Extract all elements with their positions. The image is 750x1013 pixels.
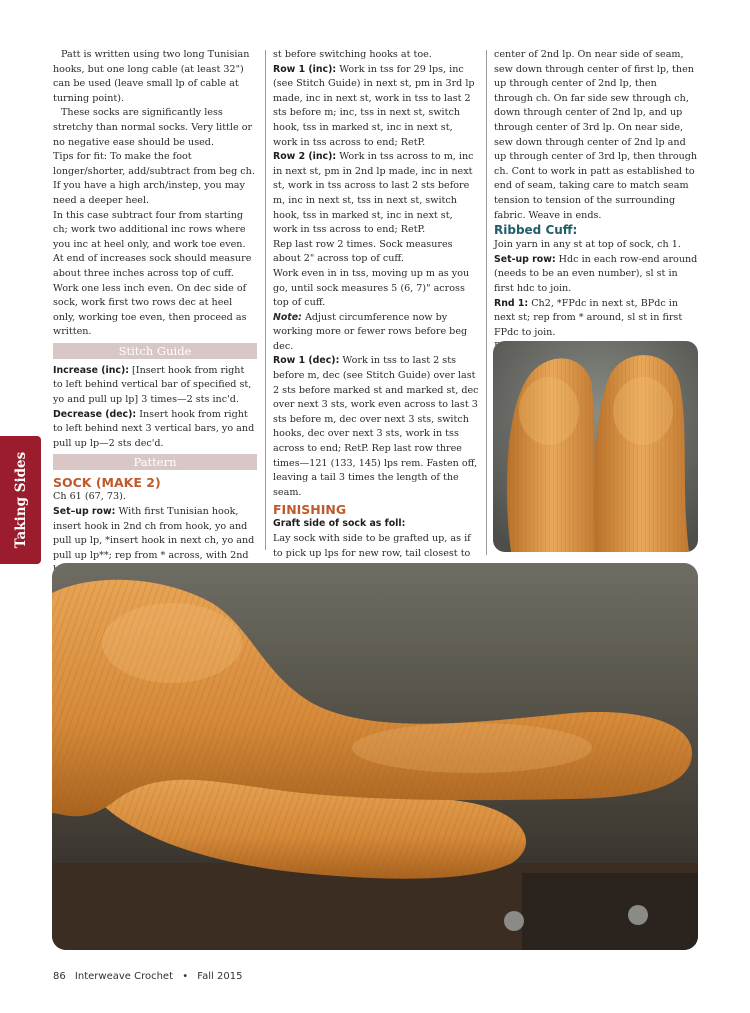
graft-label: Graft side of sock as foll: — [273, 518, 406, 530]
column-3 — [494, 48, 698, 369]
row1-dec-text: Work in tss to last 2 sts before m, dec (see Stitch Guide) over last 2 sts before marked st and marked st, dec over next 3 sts, work even across to last 3 sts before m, dec over next 3 sts, switch hooks, dec over next 3 sts, work in tss across to end; RetP. Rep last row three times—121 (133, 145) lps rem. Fasten off, leaving a tail 3 times the length of the seam. — [273, 355, 479, 498]
continued-text: st before switching hooks at toe. — [273, 49, 432, 60]
chain-line: Ch 61 (67, 73). — [53, 491, 126, 503]
column-1 — [53, 48, 257, 622]
cuff-intro: Join yarn in any st at top of sock, ch 1. — [494, 239, 681, 251]
row1-dec-instruction — [273, 354, 479, 500]
increase-text: [Insert hook from right to left behind vertical bar of specified st, yo and pull up lp] 3 times—2 sts inc'd. — [53, 364, 252, 406]
footer-bullet: • — [182, 971, 189, 982]
note-text: Adjust circumference now by working more or fewer rows before beg dec. — [273, 311, 468, 352]
section-tab-label: Taking Sides — [12, 451, 29, 549]
issue-date: Fall 2015 — [197, 971, 243, 982]
cuff-setup-instruction — [494, 253, 698, 297]
ribbed-cuff-heading: Ribbed Cuff: — [494, 223, 578, 238]
repeat-text: Rep last row 2 times. Sock measures about 2" across top of cuff. — [273, 238, 453, 265]
column-2 — [273, 48, 479, 634]
rnd1-label: Rnd 1: — [494, 297, 529, 309]
note-instruction — [273, 311, 479, 355]
tips-paragraph-2: In this case subtract four from starting ch; work two additional inc rows where you inc at heel only, and work toe even. At end of increases sock should measure about three inches across top of cuff. Work one less inch even. On dec side of sock, work first two rows dec at heel only, working toe even, then proceed as written. — [53, 209, 252, 338]
column-rule — [486, 50, 487, 555]
decrease-text: Insert hook from right to left behind next 3 vertical bars, yo and pull up lp—2 sts dec'd. — [53, 408, 255, 449]
ease-paragraph: These socks are significantly less stretchy than normal socks. Very little or no negative ease should be used. — [53, 107, 253, 148]
increase-label: Increase (inc): — [53, 364, 129, 376]
crossed-socks-photo — [52, 563, 698, 950]
pattern-banner: Pattern — [53, 454, 257, 470]
decrease-instruction — [53, 408, 257, 452]
graft-text: Lay sock with side to be grafted up, as if to pick up lps for new row, tail closest to — [273, 533, 471, 559]
section-tab — [0, 436, 41, 564]
row2-inc-label: Row 2 (inc): — [273, 151, 337, 163]
rnd1-instruction — [494, 297, 698, 341]
rnd1-text: Ch2, *FPdc in next st, BPdc in next st; rep from * around, sl st in first FPdc to join. — [494, 297, 683, 338]
sock-heading: SOCK (MAKE 2) — [53, 475, 161, 491]
increase-instruction — [53, 364, 257, 408]
row2-inc-text: Work in tss across to m, inc in next st, pm in 2nd lp made, inc in next st, work in tss across to last 2 sts before m, inc in next st, tss in next st, switch hook, tss in marked st, inc in next st, work in tss across to end; RetP. — [273, 151, 474, 236]
finishing-heading: FINISHING — [273, 502, 347, 518]
sock-soles-photo — [493, 341, 698, 552]
row2-inc-instruction — [273, 150, 479, 238]
row1-inc-text: Work in tss for 29 lps, inc (see Stitch Guide) in next st, pm in 3rd lp made, inc in next st, work in tss to last 2 sts before m; inc, tss in next st, switch hook, tss in marked st, inc in next st, work in tss across to end; RetP. — [273, 63, 475, 148]
stitch-guide-banner: Stitch Guide — [53, 343, 257, 359]
work-even-text: Work even in in tss, moving up m as you go, until sock measures 5 (6, 7)" across top of cuff. — [273, 267, 470, 309]
tips-paragraph: Tips for fit: To make the foot longer/shorter, add/subtract from beg ch. If you have a high arch/instep, you may need a deeper heel. — [53, 151, 255, 206]
column-rule — [265, 50, 266, 550]
page-footer — [53, 971, 248, 982]
row1-dec-label: Row 1 (dec): — [273, 355, 340, 367]
setup-row-label: Set–up row: — [53, 506, 116, 518]
cuff-setup-label: Set-up row: — [494, 253, 556, 265]
magazine-name: Interweave Crochet — [74, 971, 174, 982]
row1-inc-instruction — [273, 63, 479, 151]
decrease-label: Decrease (dec): — [53, 408, 137, 420]
setup-row-text: With first Tunisian hook, insert hook in 2nd ch from hook, yo and pull up lp, *insert hook in next ch, yo and pull up lp**; rep from * across, with 2nd — [53, 506, 255, 561]
note-label: Note: — [273, 311, 302, 323]
page-number: 86 — [53, 971, 66, 982]
graft-continued-text: center of 2nd lp. On near side of seam, sew down through center of first lp, then up through center of 2nd lp, then through ch. On far side sew through ch, down through center of 2nd lp, and up through center of 3rd lp. On near side, sew down through center of 2nd lp and up through center of 3rd lp, then through ch. Cont to work in patt as established to end of seam, taking care to match seam tension to tension of the surrounding fabric. Weave in ends. — [494, 49, 698, 221]
intro-paragraph: Patt is written using two long Tunisian hooks, but one long cable (at least 32") can be used (leave small lp of cable at turning point). — [53, 49, 250, 104]
cuff-setup-text: Hdc in each row-end around (needs to be an even number), sl st in first hdc to join. — [494, 253, 698, 294]
row1-inc-label: Row 1 (inc): — [273, 63, 337, 75]
